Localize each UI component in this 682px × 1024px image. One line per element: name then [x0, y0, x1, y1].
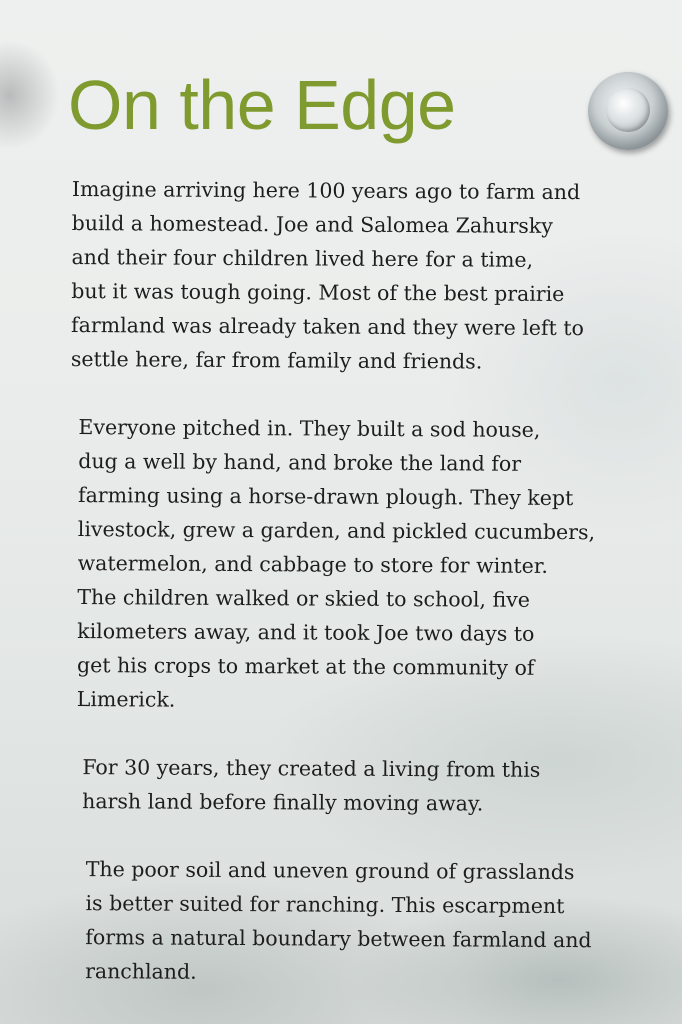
paragraph-homestead-life: Everyone pitched in. They built a sod house, dug a well by hand, and broke the land for farming using a horse-drawn plough. They kept livestock, grew a garden, and pickled cucumbers, watermelon, and cabbage to store for winter. The children walked or skied to school, five kilometers away, and it took Joe two days to get his crops to market at the community of Limerick. — [76, 415, 596, 712]
mounting-bolt-icon — [588, 72, 668, 150]
paragraph-thirty-years: For 30 years, they created a living from this harsh land before finally moving away. — [82, 755, 541, 816]
paragraph-ranchland: The poor soil and uneven ground of grasslands is better suited for ranching. This escarpment forms a natural boundary between farmland and ranchland. — [85, 857, 592, 984]
sign-body — [67, 172, 652, 992]
sign-title: On the Edge — [68, 66, 456, 144]
shadow — [0, 40, 60, 150]
paragraph-intro: Imagine arriving here 100 years ago to farm and build a homestead. Joe and Salomea Zahursky and their four children lived here for a time, but it was tough going. Most of the best prairie farmland was already taken and they were left to settle here, far from family and friends. — [70, 176, 584, 374]
